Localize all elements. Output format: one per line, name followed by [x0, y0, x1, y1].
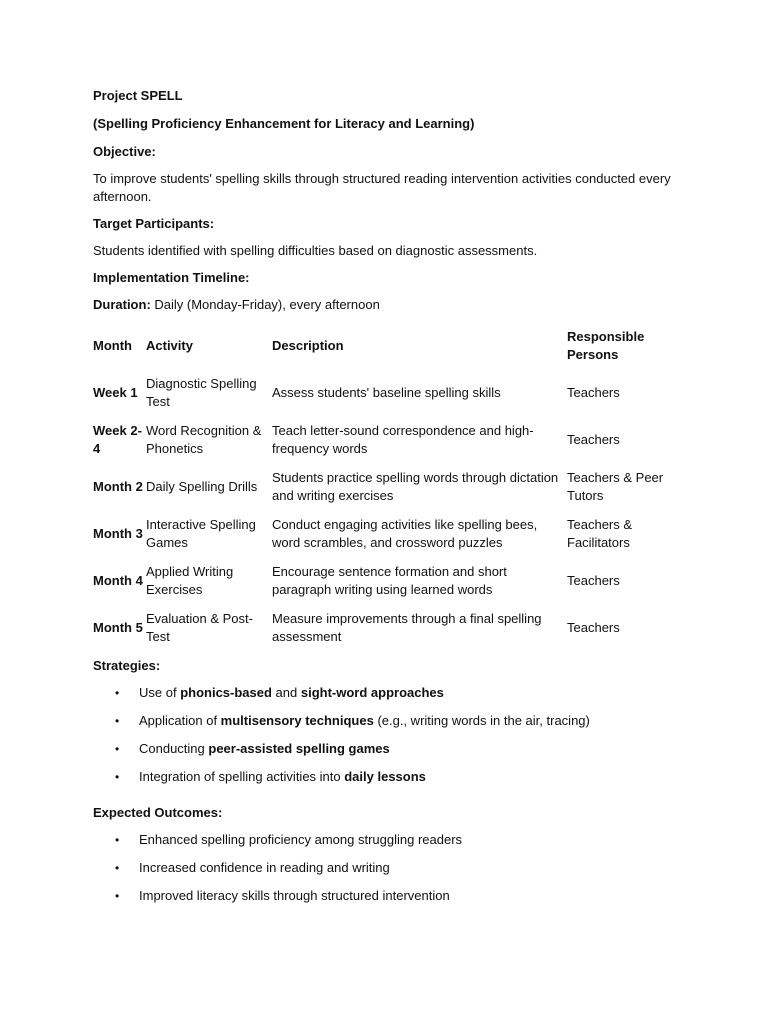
cell-month: Month 4: [93, 572, 143, 588]
bullet-icon: •: [115, 770, 120, 784]
cell-month: Month 2: [93, 478, 143, 494]
bullet-icon: •: [115, 833, 120, 847]
strategy-emphasis: sight-word approaches: [300, 685, 444, 700]
strategies-heading: Strategies:: [93, 658, 161, 673]
strategy-emphasis: peer-assisted spelling games: [208, 741, 390, 756]
header-activity: Activity: [146, 338, 193, 353]
list-item: [93, 684, 683, 712]
table-row: [93, 557, 673, 604]
table-row: [93, 463, 673, 510]
objective-text: To improve students' spelling skills through structured reading intervention activities conducted every afternoon.: [93, 171, 671, 204]
duration-line: [93, 296, 683, 314]
cell-description: Teach letter-sound correspondence and high-frequency words: [272, 422, 534, 456]
cell-activity: Diagnostic Spelling Test: [146, 375, 257, 409]
strategy-text: Integration of spelling activities into: [139, 769, 345, 784]
cell-activity: Daily Spelling Drills: [146, 478, 258, 494]
participants-text: Students identified with spelling difficulties based on diagnostic assessments.: [93, 243, 538, 258]
strategy-emphasis: multisensory techniques: [220, 713, 374, 728]
cell-month: Month 3: [93, 525, 143, 541]
cell-month: Week 1: [93, 384, 138, 400]
cell-month: Month 5: [93, 619, 143, 635]
strategy-text: Conducting: [139, 741, 209, 756]
cell-responsible: Teachers & Peer Tutors: [567, 469, 664, 503]
strategy-text: (e.g., writing words in the air, tracing): [373, 713, 590, 728]
cell-month: Week 2-4: [93, 422, 142, 456]
bullet-icon: •: [115, 742, 120, 756]
cell-description: Students practice spelling words through dictation and writing exercises: [272, 469, 559, 503]
table-row: [93, 604, 673, 651]
cell-activity: Evaluation & Post-Test: [146, 610, 253, 644]
strategy-emphasis: phonics-based: [180, 685, 272, 700]
list-item: [93, 887, 683, 915]
table-header-row: [93, 323, 673, 369]
table-row: [93, 416, 673, 463]
bullet-icon: •: [115, 714, 120, 728]
strategy-emphasis: daily lessons: [344, 769, 426, 784]
outcomes-heading: Expected Outcomes:: [93, 805, 223, 820]
list-item: [93, 831, 683, 859]
document-page: [93, 87, 683, 923]
list-item: [93, 740, 683, 768]
cell-responsible: Teachers: [567, 619, 620, 635]
list-item: [93, 768, 683, 796]
cell-description: Encourage sentence formation and short paragraph writing using learned words: [272, 563, 507, 597]
header-responsible: Responsible Persons: [567, 329, 645, 362]
strategy-text: Application of: [139, 713, 221, 728]
timeline-heading: Implementation Timeline:: [93, 270, 250, 285]
cell-description: Measure improvements through a final spelling assessment: [272, 610, 542, 644]
outcome-text: Enhanced spelling proficiency among struggling readers: [139, 832, 463, 847]
outcomes-list: [93, 831, 683, 915]
cell-responsible: Teachers: [567, 431, 620, 447]
cell-description: Conduct engaging activities like spelling bees, word scrambles, and crossword puzzles: [272, 516, 538, 550]
cell-activity: Interactive Spelling Games: [146, 516, 256, 550]
cell-activity: Applied Writing Exercises: [146, 563, 234, 597]
document-title: Project SPELL: [93, 88, 183, 103]
objective-heading: Objective:: [93, 144, 156, 159]
table-row: [93, 369, 673, 416]
header-month: Month: [93, 338, 132, 353]
document-subtitle: (Spelling Proficiency Enhancement for Literacy and Learning): [93, 116, 475, 131]
header-description: Description: [272, 338, 344, 353]
duration-text: Daily (Monday-Friday), every afternoon: [150, 297, 380, 312]
duration-label: Duration:: [93, 297, 151, 312]
outcome-text: Increased confidence in reading and writing: [139, 860, 390, 875]
bullet-icon: •: [115, 889, 120, 903]
table-row: [93, 510, 673, 557]
outcome-text: Improved literacy skills through structured intervention: [139, 888, 450, 903]
participants-heading: Target Participants:: [93, 216, 215, 231]
list-item: [93, 712, 683, 740]
cell-responsible: Teachers & Facilitators: [567, 516, 633, 550]
timeline-table: [93, 323, 673, 651]
cell-responsible: Teachers: [567, 572, 620, 588]
strategy-text: and: [271, 685, 301, 700]
bullet-icon: •: [115, 686, 120, 700]
list-item: [93, 859, 683, 887]
cell-description: Assess students' baseline spelling skills: [272, 384, 501, 400]
cell-responsible: Teachers: [567, 384, 620, 400]
cell-activity: Word Recognition & Phonetics: [146, 422, 262, 456]
strategy-text: Use of: [139, 685, 181, 700]
bullet-icon: •: [115, 861, 120, 875]
strategies-list: [93, 684, 683, 796]
